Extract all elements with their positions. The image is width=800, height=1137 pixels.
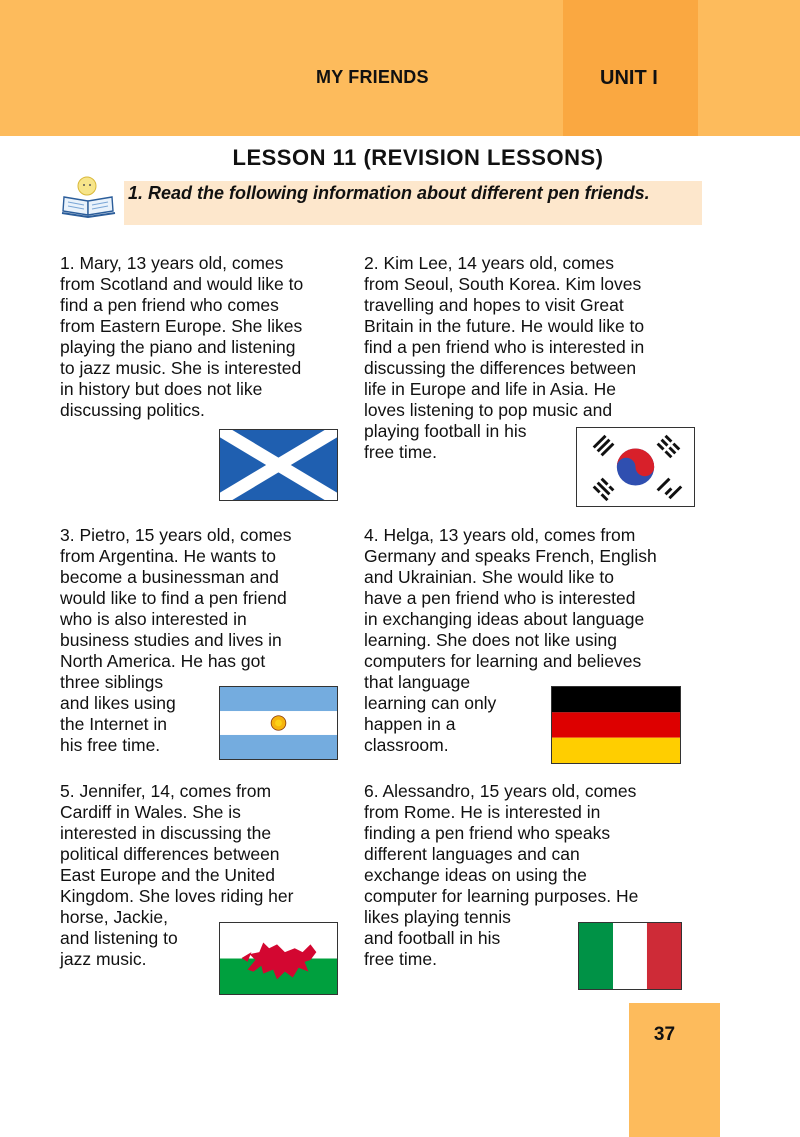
south-korea-flag bbox=[576, 427, 695, 507]
text-line: become a businessman and bbox=[60, 567, 279, 587]
task-instruction: 1. Read the following information about different pen friends. bbox=[128, 183, 650, 203]
text-line: horse, Jackie, bbox=[60, 907, 168, 927]
header-title: MY FRIENDS bbox=[316, 67, 429, 87]
italy-flag bbox=[578, 922, 682, 990]
text-line: in exchanging ideas about language bbox=[364, 609, 645, 629]
text-line: have a pen friend who is interested bbox=[364, 588, 636, 608]
germany-flag bbox=[551, 686, 681, 764]
lesson-title: LESSON 11 (REVISION LESSONS) bbox=[232, 145, 604, 170]
text-line: interested in discussing the bbox=[60, 823, 272, 843]
text-line: playing football in his bbox=[364, 421, 527, 441]
text-line: jazz music. bbox=[60, 949, 147, 969]
text-line: Britain in the future. He would like to bbox=[364, 316, 645, 336]
text-line: in history but does not like bbox=[60, 379, 263, 399]
text-line: from Scotland and would like to bbox=[60, 274, 304, 294]
unit-label: UNIT I bbox=[600, 67, 658, 89]
text-line: Kingdom. She loves riding her bbox=[60, 886, 294, 906]
text-line: discussing the differences between bbox=[364, 358, 637, 378]
open-book-with-sun-icon bbox=[60, 175, 118, 219]
text-line: find a pen friend who comes bbox=[60, 295, 279, 315]
text-line: learning can only bbox=[364, 693, 497, 713]
text-line: 3. Pietro, 15 years old, comes bbox=[60, 525, 292, 545]
text-line: would like to find a pen friend bbox=[60, 588, 287, 608]
text-line: and listening to bbox=[60, 928, 178, 948]
text-line: 5. Jennifer, 14, comes from bbox=[60, 781, 272, 801]
wales-flag bbox=[219, 922, 338, 995]
text-line: classroom. bbox=[364, 735, 449, 755]
page-number: 37 bbox=[653, 1024, 676, 1045]
text-line: discussing politics. bbox=[60, 400, 205, 420]
text-line: from Eastern Europe. She likes bbox=[60, 316, 303, 336]
text-line: North America. He has got bbox=[60, 651, 266, 671]
text-line: his free time. bbox=[60, 735, 161, 755]
text-line: 6. Alessandro, 15 years old, comes bbox=[364, 781, 637, 801]
text-line: playing the piano and listening bbox=[60, 337, 296, 357]
text-line: from Seoul, South Korea. Kim loves bbox=[364, 274, 642, 294]
text-line: who is also interested in bbox=[60, 609, 247, 629]
text-line: free time. bbox=[364, 442, 437, 462]
text-line: learning. She does not like using bbox=[364, 630, 617, 650]
text-line: East Europe and the United bbox=[60, 865, 276, 885]
text-line: travelling and hopes to visit Great bbox=[364, 295, 624, 315]
text-line: business studies and lives in bbox=[60, 630, 282, 650]
text-line: that language bbox=[364, 672, 471, 692]
text-line: find a pen friend who is interested in bbox=[364, 337, 645, 357]
text-line: happen in a bbox=[364, 714, 456, 734]
text-line: three siblings bbox=[60, 672, 164, 692]
text-line: from Argentina. He wants to bbox=[60, 546, 276, 566]
text-line: from Rome. He is interested in bbox=[364, 802, 601, 822]
entry-mary bbox=[60, 253, 303, 421]
text-line: 2. Kim Lee, 14 years old, comes bbox=[364, 253, 614, 273]
text-line: 4. Helga, 13 years old, comes from bbox=[364, 525, 636, 545]
text-line: computer for learning purposes. He bbox=[364, 886, 639, 906]
text-line: 1. Mary, 13 years old, comes bbox=[60, 253, 284, 273]
text-line: political differences between bbox=[60, 844, 280, 864]
text-line: different languages and can bbox=[364, 844, 580, 864]
text-line: Cardiff in Wales. She is bbox=[60, 802, 241, 822]
text-line: likes playing tennis bbox=[364, 907, 511, 927]
text-line: finding a pen friend who speaks bbox=[364, 823, 611, 843]
text-line: life in Europe and life in Asia. He bbox=[364, 379, 616, 399]
text-line: and football in his bbox=[364, 928, 501, 948]
text-line: and Ukrainian. She would like to bbox=[364, 567, 615, 587]
argentina-flag bbox=[219, 686, 338, 760]
text-line: free time. bbox=[364, 949, 437, 969]
text-line: Germany and speaks French, English bbox=[364, 546, 657, 566]
text-line: loves listening to pop music and bbox=[364, 400, 613, 420]
text-line: exchange ideas on using the bbox=[364, 865, 587, 885]
text-line: the Internet in bbox=[60, 714, 168, 734]
text-line: to jazz music. She is interested bbox=[60, 358, 302, 378]
text-line: computers for learning and believes bbox=[364, 651, 642, 671]
scotland-flag bbox=[219, 429, 338, 501]
text-line: and likes using bbox=[60, 693, 176, 713]
